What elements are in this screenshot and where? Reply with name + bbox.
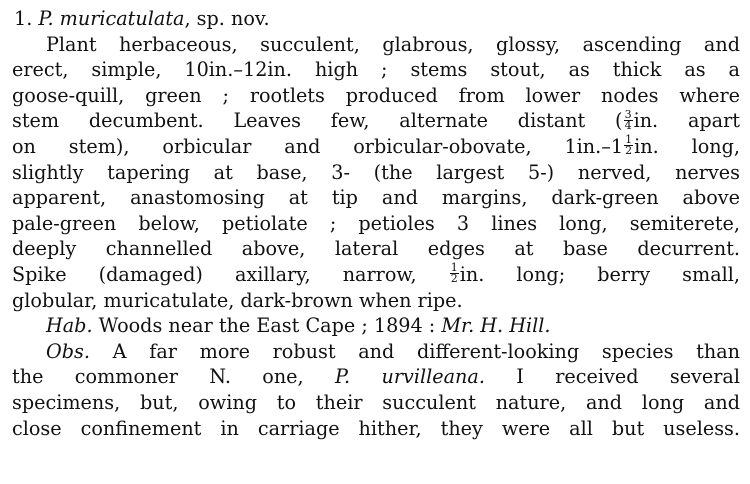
description-line-1: Plant herbaceous, succulent, glabrous, glossy, ascending and [46,32,740,56]
description-line-4 [12,108,740,134]
species-heading [12,6,740,32]
fraction-numerator: 3 [624,107,632,121]
fraction-numerator: 1 [450,261,458,275]
species-number: 1. [14,7,33,30]
description-text: in. long, [634,134,740,158]
fraction-numerator: 1 [625,133,633,147]
habitat-collector: Mr. H. Hill. [441,314,551,338]
observations-text: A far more robust and different-looking species than [89,339,740,363]
description-line-9: deeply channelled above, lateral edges at base decurrent. [12,237,740,261]
observations-line-4: close confinement in carriage hither, they were all but useless. [12,416,740,440]
description-line-10 [12,262,740,288]
observations-label: Obs. [46,339,90,363]
description-text: on stem), orbicular and orbicular-obovate, 1in.–1 [12,134,624,158]
observations-line-1 [12,339,740,365]
habitat-text: Woods near the East Cape ; 1894 : [92,314,442,338]
species-name: P. muricatulata [38,7,185,30]
observations-line-2 [12,364,740,390]
observations-line-3: specimens, but, owing to their succulent nature, and long and [12,390,740,414]
species-description-page [12,6,740,441]
fraction-three-quarters [624,107,633,132]
description-line-7: apparent, anastomosing at tip and margins, dark-green above [12,186,740,210]
description-line-6: slightly tapering at base, 3- (the largest 5-) nerved, nerves [12,160,740,184]
fraction-one-half [450,263,459,284]
description-text: Spike (damaged) axillary, narrow, [12,262,417,286]
description-line-3: goose-quill, green ; rootlets produced from lower nodes where [12,83,740,107]
species-status: , sp. nov. [184,7,270,30]
fraction-denominator: 2 [625,144,633,158]
description-line-5 [12,134,740,160]
description-line-8: pale-green below, petiolate ; petioles 3 lines long, semiterete, [12,211,740,235]
observations-text: the commoner N. one, [12,365,335,389]
description-text: stem decumbent. Leaves few, alternate distant ( [12,109,623,133]
fraction-denominator: 4 [624,118,632,132]
description-line-2: erect, simple, 10in.–12in. high ; stems stout, as thick as a [12,58,740,82]
description-text: in. long; berry small, [459,262,741,286]
fraction-one-half [624,135,633,156]
observations-species: P. urvilleana. [335,365,485,389]
description-text: in. apart [633,109,740,133]
fraction-denominator: 2 [450,272,458,286]
habitat-line [12,313,740,339]
habitat-label: Hab. [46,314,93,338]
description-line-11: globular, muricatulate, dark-brown when ripe. [12,288,463,312]
observations-text: I received several [484,365,740,389]
